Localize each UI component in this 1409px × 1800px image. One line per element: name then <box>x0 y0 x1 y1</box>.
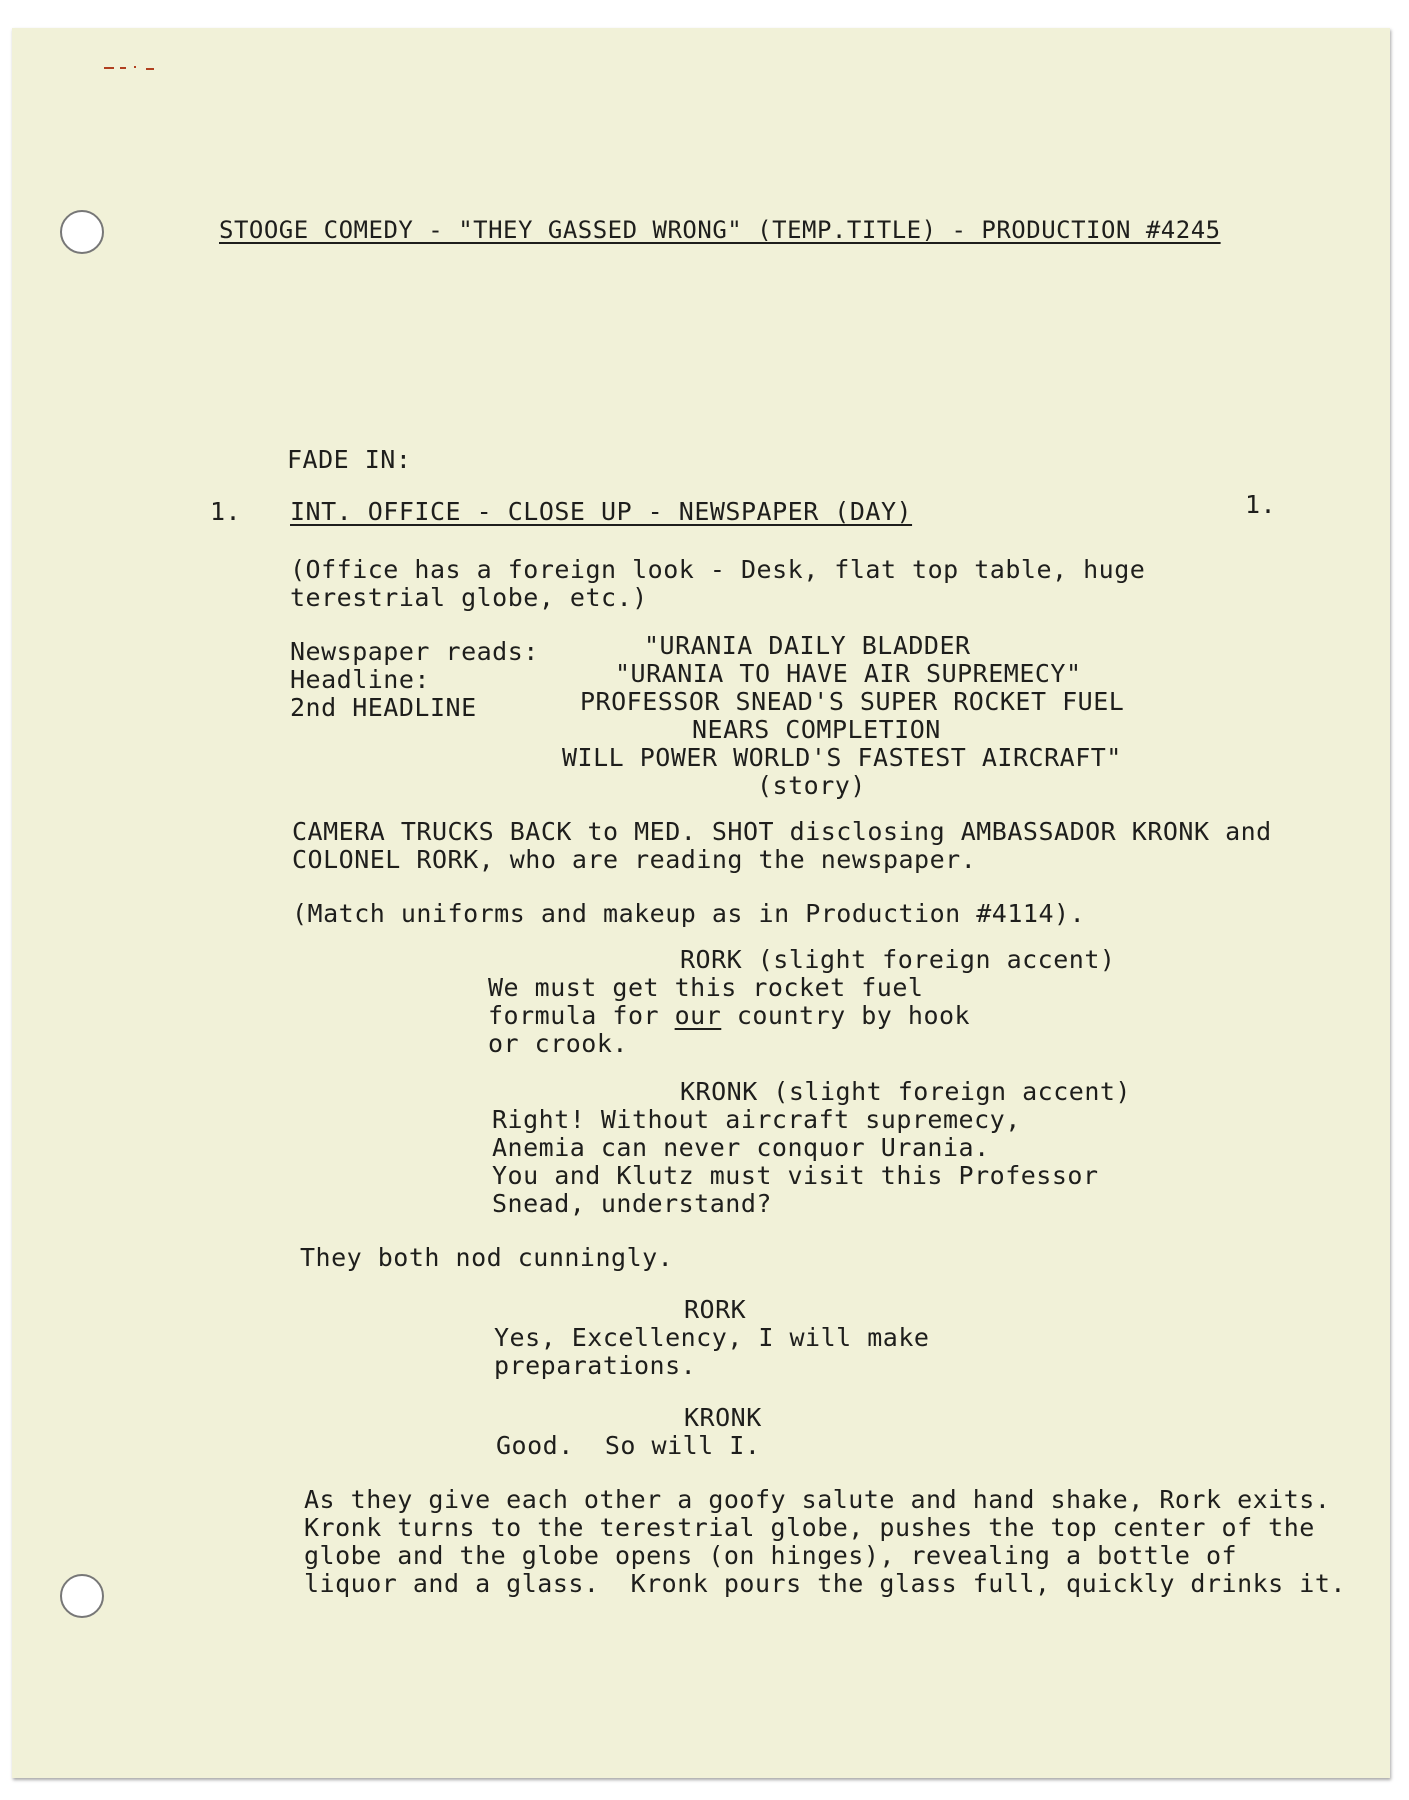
action-line: COLONEL RORK, who are reading the newspaper. <box>292 845 977 874</box>
character-name: RORK (slight foreign accent) <box>680 945 1116 974</box>
newspaper-line: "URANIA TO HAVE AIR SUPREMECY" <box>615 659 1082 688</box>
setting-line: terestrial globe, etc.) <box>290 583 648 612</box>
page-title: STOOGE COMEDY - "THEY GASSED WRONG" (TEMP.TITLE) - PRODUCTION #4245 <box>219 216 1221 244</box>
dialogue-text: country by hook <box>721 1001 971 1030</box>
emphasized-word: our <box>674 1001 722 1030</box>
dialogue-text: formula for <box>488 1001 675 1030</box>
newspaper-line: PROFESSOR SNEAD'S SUPER ROCKET FUEL <box>580 687 1125 716</box>
production-note: (Match uniforms and makeup as in Production #4114). <box>292 899 1086 928</box>
punch-hole-bottom <box>60 1574 104 1618</box>
action-line: globe and the globe opens (on hinges), revealing a bottle of <box>304 1541 1238 1570</box>
script-page <box>12 28 1390 1778</box>
newspaper-line: WILL POWER WORLD'S FASTEST AIRCRAFT" <box>562 743 1122 772</box>
scene-number-right: 1. <box>1245 490 1277 519</box>
character-name: RORK <box>684 1295 747 1324</box>
dialogue-line: You and Klutz must visit this Professor <box>492 1161 1099 1190</box>
dialogue-line <box>488 1002 970 1030</box>
action-line: CAMERA TRUCKS BACK to MED. SHOT disclosing AMBASSADOR KRONK and <box>292 817 1272 846</box>
transition: FADE IN: <box>287 445 412 474</box>
newspaper-line: "URANIA DAILY BLADDER <box>644 631 971 660</box>
dialogue-line: Right! Without aircraft supremecy, <box>492 1105 1021 1134</box>
setting-line: (Office has a foreign look - Desk, flat top table, huge <box>290 555 1146 584</box>
pencil-mark <box>102 64 162 72</box>
newspaper-label-reads: Newspaper reads: <box>290 637 539 666</box>
dialogue-line: Yes, Excellency, I will make <box>494 1323 930 1352</box>
dialogue-line: Snead, understand? <box>492 1189 772 1218</box>
punch-hole-top <box>60 210 104 254</box>
scene-number-left: 1. <box>210 497 242 526</box>
newspaper-label-headline: Headline: <box>290 665 430 694</box>
newspaper-line: (story) <box>757 771 866 800</box>
dialogue-line: preparations. <box>494 1351 697 1380</box>
newspaper-line: NEARS COMPLETION <box>692 715 941 744</box>
scene-heading: INT. OFFICE - CLOSE UP - NEWSPAPER (DAY) <box>290 497 913 526</box>
action-line: Kronk turns to the terestrial globe, pushes the top center of the <box>304 1513 1315 1542</box>
dialogue-line: or crook. <box>488 1029 628 1058</box>
newspaper-label-2nd: 2nd HEADLINE <box>290 693 477 722</box>
dialogue-line: Good. So will I. <box>496 1431 761 1460</box>
character-name: KRONK (slight foreign accent) <box>680 1077 1131 1106</box>
action-line: They both nod cunningly. <box>300 1243 674 1272</box>
dialogue-line: Anemia can never conquor Urania. <box>492 1133 990 1162</box>
character-name: KRONK <box>684 1403 762 1432</box>
action-line: As they give each other a goofy salute and hand shake, Rork exits. <box>304 1485 1331 1514</box>
action-line: liquor and a glass. Kronk pours the glass full, quickly drinks it. <box>304 1569 1346 1598</box>
dialogue-line: We must get this rocket fuel <box>488 973 924 1002</box>
